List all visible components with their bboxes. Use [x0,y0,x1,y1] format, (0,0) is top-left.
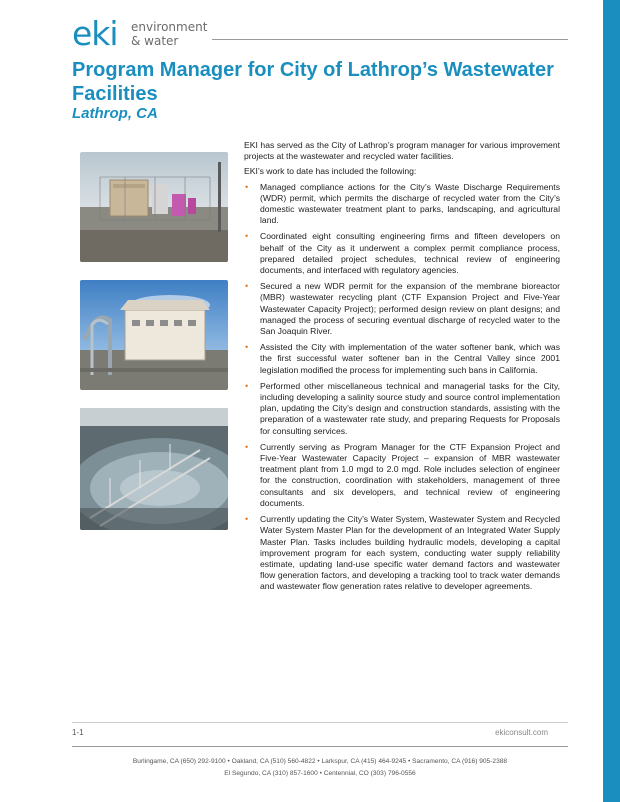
list-item [244,442,560,509]
list-item-text: Managed compliance actions for the City’s Waste Discharge Requirements (WDR) permit, which permits the discharge of recycled water from the City’s domestic wastewater treatment plant to parks, landscaping, and agricultural land. [260,181,560,226]
logo-tagline-2: & water [131,34,179,48]
list-item-text: Coordinated eight consulting engineering firms and fifteen developers on behalf of the City as it underwent a complex permit compliance process, prepared detailed project schedules, technical review of engineering documents, and interfaced with regulatory agencies. [260,231,560,276]
body-text [244,140,560,598]
bullet-icon: • [245,441,249,452]
footer-rule [72,722,568,723]
intro-paragraph: EKI has served as the City of Lathrop’s program manager for various improvement projects at the wastewater and recycled water facilities. [244,140,560,162]
list-item-text: Secured a new WDR permit for the expansion of the membrane bioreactor (MBR) wastewater recycling plant (CTF Expansion Project and Five-Year Wastewater Capacity Project); performed design review on plant designs; and managed the process of securing eventual discharge of recycled water to the San Joaquin River. [260,281,560,337]
list-item-text: Currently serving as Program Manager for the CTF Expansion Project and Five-Year Wastewater Capacity Project – expansion of MBR wastewater treatment plant from 1.0 mgd to 2.0 mgd. Role includes selection of engineer for the construction, coordination with stakeholders, management of three consultants and six developers, and technical review of engineering documents. [260,441,560,508]
lead-paragraph: EKI’s work to date has included the following: [244,166,417,177]
list-item-text: Assisted the City with implementation of the water softener bank, which was the first successful water softener ban in the Central Valley since 2001 legislation modified the process for implementing such bans in California. [260,342,560,375]
page-number: 1-1 [72,728,84,737]
list-item [244,342,560,376]
logo-tagline-1: environment [131,20,208,34]
page-title: Program Manager for City of Lathrop’s Wastewater Facilities [72,59,554,105]
bullet-icon: • [245,514,249,525]
header-rule [212,39,568,40]
list-item-text: Performed other miscellaneous technical and managerial tasks for the City, including developing a salinity source study and source control implementation plan, updating the City’s design and construction standards, assisting with the preparation of a wastewater rate study, and preparing Requests for Proposals for consulting services. [260,380,560,436]
list-item [244,514,560,592]
work-list [244,182,560,593]
page-subtitle: Lathrop, CA [72,105,158,122]
photo-mbr-building [80,280,228,390]
list-item [244,231,560,276]
photo-equipment-yard [80,152,228,262]
address-rule [72,746,568,747]
bullet-icon: • [245,342,249,353]
bullet-icon: • [245,281,249,292]
list-item [244,182,560,227]
office-addresses-line-1: Burlingame, CA (650) 292-9100 • Oakland, CA (510) 560-4822 • Larkspur, CA (415) 464-9245 • Sacramento, CA (916) 905-2388 [132,758,508,765]
office-addresses-line-2: El Segundo, CA (310) 857-1600 • Centennial, CO (303) 796-0556 [224,770,416,777]
list-item [244,381,560,437]
website-link[interactable]: ekiconsult.com [495,728,548,737]
logo-mark: eki [72,14,118,53]
bullet-icon: • [245,231,249,242]
list-item [244,281,560,337]
list-item-text: Currently updating the City’s Water System, Wastewater System and Recycled Water System Master Plan for the development of an Integrated Water Supply Master Plan. Tasks includes building hydraulic models, developing a capital improvement program for each system, conducting water supply reliability estimate, updating land-use specific water demand factors and wastewater flow generation factors, and developing a tracking tool to track water demands and wastewater flow generation rates relative to developer agreements. [260,514,560,592]
brand-side-bar [603,0,620,802]
photo-clarifier [80,408,228,530]
bullet-icon: • [245,181,249,192]
bullet-icon: • [245,380,249,391]
